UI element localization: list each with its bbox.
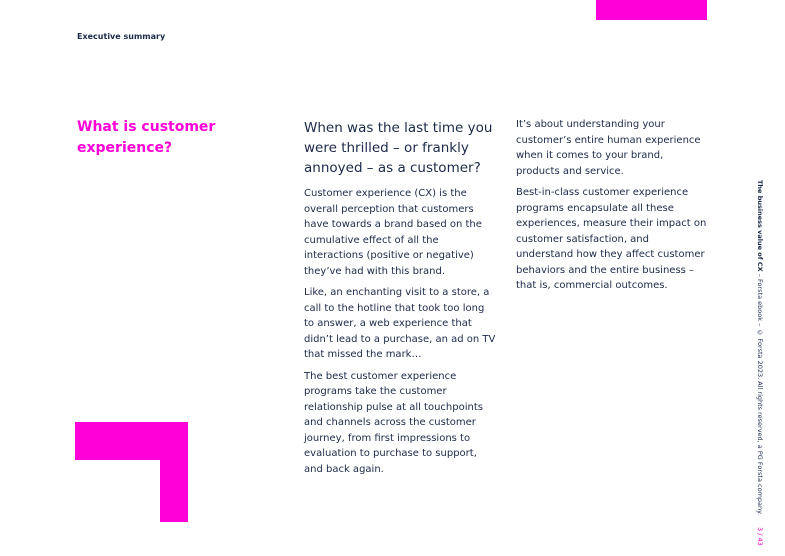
- section-heading: What is customer experience?: [77, 119, 216, 156]
- middle-column: [304, 118, 496, 483]
- corner-bracket-graphic: [75, 422, 188, 522]
- body-paragraph: It’s about understanding your customer’s entire human experience when it comes to your brand, products and service.: [516, 119, 701, 177]
- body-paragraph: Customer experience (CX) is the overall perception that customers have towards a brand based on the cumulative effect of all the interactions (positive or negative) they’ve had with this brand.: [304, 188, 482, 277]
- right-column: [516, 117, 708, 300]
- section-label: Executive summary: [77, 32, 166, 41]
- footer-credit: – Forsta ebook – © Forsta 2023. All rights reserved, a PG Forsta company.: [756, 271, 764, 516]
- page-number: 3 / 43: [756, 527, 764, 546]
- top-accent-bar: [596, 0, 707, 20]
- body-paragraph: Best-in-class customer experience programs encapsulate all these experiences, measure their impact on customer satisfaction, and understand how they affect customer behaviors and the entire business – that is, commercial outcomes.: [516, 187, 707, 291]
- body-paragraph: The best customer experience programs take the customer relationship pulse at all touchpoints and channels across the customer journey, from first impressions to evaluation to purchase to support, and back again.: [304, 370, 483, 475]
- lead-question: When was the last time you were thrilled – or frankly annoyed – as a customer?: [304, 120, 493, 176]
- side-footer: [754, 180, 766, 546]
- footer-title: The business value of CX: [756, 180, 764, 272]
- body-paragraph: Like, an enchanting visit to a store, a call to the hotline that took too long to answer, a web experience that didn’t lead to a purchase, an ad on TV that missed the mark…: [304, 287, 496, 360]
